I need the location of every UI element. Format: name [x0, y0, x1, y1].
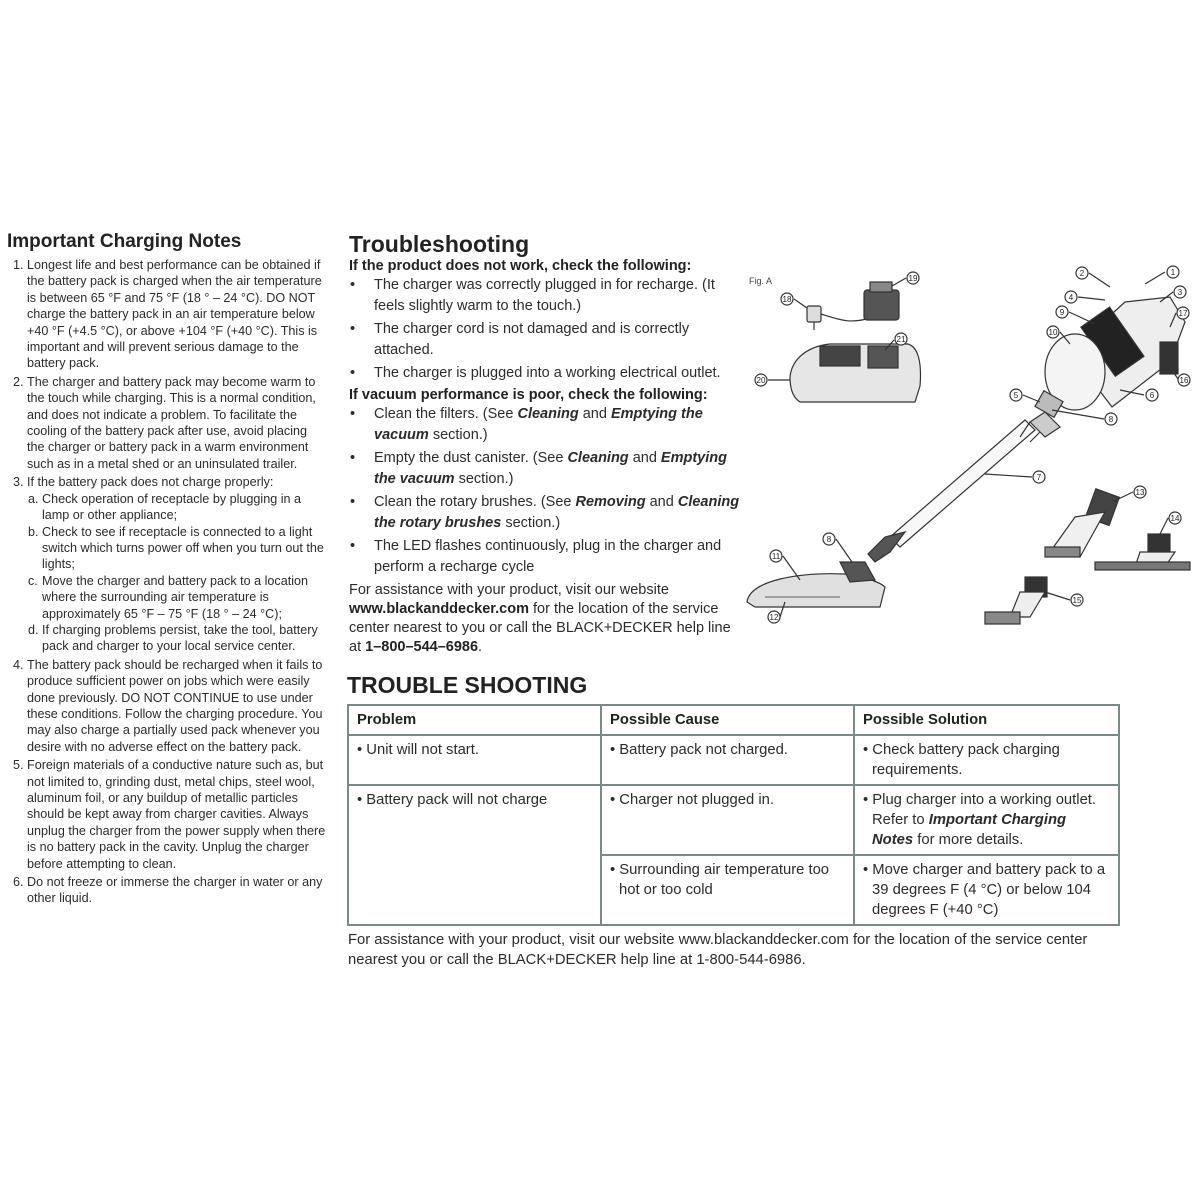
list-item: 1. Longest life and best performance can be obtained if the battery pack is charged when the air temperature is between 65 °F and 75 °F (18 ° – 24 °C). DO NOT charge the battery pack in an air temperature below +40 °F (+4.5 °C), or above +104 °F (+40 °C). This is important and will prevent serious damage to the battery pack.	[13, 258, 322, 371]
svg-text:5: 5	[1013, 391, 1019, 400]
subnote-text: Move the charger and battery pack to a location where the surrounding air temperature is approximately 65 °F – 75 °F (18 ° – 24 °C);	[42, 573, 309, 621]
list-item: • Clean the rotary brushes. (See Removing and Cleaning the rotary brushes section.)	[350, 494, 740, 531]
callout-18	[781, 293, 807, 308]
callout-8a	[1052, 410, 1117, 425]
header-solution: Possible Solution	[854, 705, 1119, 735]
vacuum-parts-diagram	[740, 262, 1195, 647]
note-text: Do not freeze or immerse the charger in water or any other liquid.	[27, 875, 323, 906]
callout-13	[1112, 486, 1146, 502]
svg-text:2: 2	[1079, 269, 1085, 278]
list-item: • Empty the dust canister. (See Cleaning and Emptying the vacuum section.)	[350, 450, 727, 487]
accessory-crevice-drawing	[1045, 489, 1119, 557]
svg-text:15: 15	[1072, 596, 1082, 605]
list-item: 6. Do not freeze or immerse the charger in water or any other liquid.	[13, 875, 323, 906]
svg-text:16: 16	[1179, 376, 1189, 385]
callout-2	[1076, 267, 1110, 287]
list-item: a. Check operation of receptacle by plugging in a lamp or other appliance;	[28, 491, 302, 523]
note-text: Foreign materials of a conductive nature such as, but not limited to, grinding dust, metal chips, steel wool, aluminum foil, or any buildup of metallic particles should be kept away from charger cavities. Always unplug the charger from the power supply when there is no battery pack in the cavity. Unplug the charger before attempting to clean.	[27, 758, 326, 871]
svg-text:3: 3	[1177, 288, 1183, 297]
table-header-row	[348, 705, 1119, 735]
svg-text:18: 18	[782, 295, 792, 304]
callout-3	[1160, 286, 1186, 302]
trouble-table	[347, 704, 1120, 926]
list-item: d. If charging problems persist, take the tool, battery pack and charger to your local service center.	[28, 622, 318, 654]
svg-text:9: 9	[1059, 308, 1065, 317]
diagram-svg	[740, 262, 1195, 647]
svg-text:21: 21	[896, 335, 906, 344]
callout-7	[985, 471, 1045, 483]
list-item: 3. If the battery pack does not charge properly: a. Check operation of receptacle by plugging in a lamp or other appliance; b. Check to see if receptacle is connected to a light switch which turns power off when you turn out the lights; c. Move the charger and battery pack to a location where the surrounding air temperature is approximately 65 °F – 75 °F (18 ° – 24 °C); d. If charging problems persist, take the tool, battery pack and charger to your local service center.	[7, 474, 327, 654]
website-link[interactable]: www.blackanddecker.com	[349, 601, 529, 617]
section2-list	[349, 404, 741, 578]
svg-text:20: 20	[756, 376, 766, 385]
section1-list	[349, 275, 741, 384]
list-item: c. Move the charger and battery pack to a location where the surrounding air temperature is approximately 65 °F – 75 °F (18 ° – 24 °C);	[28, 573, 309, 621]
subnote-text: If charging problems persist, take the tool, battery pack and charger to your local service center.	[42, 622, 318, 654]
cell-cause: • Battery pack not charged.	[601, 735, 854, 785]
cell-problem: • Battery pack will not charge	[348, 785, 601, 925]
accessory-brush-drawing	[985, 577, 1047, 624]
charging-notes-title: Important Charging Notes	[7, 231, 242, 252]
list-item: • The LED flashes continuously, plug in the charger and perform a recharge cycle	[350, 538, 722, 575]
callout-19	[892, 272, 919, 286]
assistance-text: For assistance with your product, visit our website www.blackanddecker.com for the location of the service center nearest to you or call the BLACK+DECKER help line at 1–800–544–6986.	[349, 582, 731, 655]
svg-text:10: 10	[1048, 328, 1058, 337]
svg-text:19: 19	[908, 274, 918, 283]
subnote-text: Check operation of receptacle by plugging in a lamp or other appliance;	[42, 491, 302, 523]
section2-heading: If vacuum performance is poor, check the following:	[349, 387, 708, 403]
note-text: The charger and battery pack may become warm to the touch while charging. This is a normal condition, and does not indicate a problem. To facilitate the cooling of the battery pack after use, avoid placing the charger or battery pack in a warm environment such as in a metal shed or an uninsulated trailer.	[27, 374, 316, 471]
svg-text:12: 12	[769, 613, 779, 622]
list-item: • Clean the filters. (See Cleaning and Emptying the vacuum section.)	[350, 406, 703, 443]
svg-text:13: 13	[1135, 488, 1145, 497]
cell-problem: • Unit will not start.	[348, 735, 601, 785]
cell-cause: • Surrounding air temperature too hot or too cold	[601, 855, 854, 925]
help-phone: 1–800–544–6986	[365, 639, 479, 655]
cell-solution: • Plug charger into a working outlet. Refer to Important Charging Notes for more details.	[854, 785, 1119, 855]
svg-text:14: 14	[1170, 514, 1180, 523]
svg-text:1: 1	[1170, 268, 1176, 277]
charger-plug-drawing	[807, 282, 899, 330]
callout-14	[1160, 512, 1181, 534]
cell-cause: • Charger not plugged in.	[601, 785, 854, 855]
svg-text:17: 17	[1178, 309, 1188, 318]
header-cause: Possible Cause	[601, 705, 854, 735]
svg-text:4: 4	[1068, 293, 1074, 302]
svg-text:8: 8	[1108, 415, 1114, 424]
charging-subnotes-list	[27, 491, 327, 655]
footer-assistance: For assistance with your product, visit our website www.blackanddecker.com for the location of the service center nearest you or call the BLACK+DECKER help line at 1-800-544-6986.	[348, 932, 1088, 968]
cell-solution: • Move charger and battery pack to a 39 degrees F (4 °C) or below 104 degrees F (+40 °C)	[854, 855, 1119, 925]
callout-15	[1045, 592, 1083, 606]
trouble-shooting-table-section	[347, 672, 1122, 926]
subnote-text: Check to see if receptacle is connected to a light switch which turns power off when you turn out the lights;	[42, 524, 324, 572]
table-title: TROUBLE SHOOTING	[347, 672, 588, 698]
charging-notes-section	[7, 231, 327, 909]
list-item: 5. Foreign materials of a conductive nature such as, but not limited to, grinding dust, metal chips, steel wool, aluminum foil, or any buildup of metallic particles should be kept away from charger cavities. Always unplug the charger from the power supply when there is no battery pack in the cavity. Unplug the charger before attempting to clean.	[13, 758, 326, 871]
wand-drawing	[868, 420, 1040, 562]
accessory-upholstery-drawing	[1095, 534, 1190, 570]
callout-20	[755, 374, 790, 386]
section1-heading: If the product does not work, check the following:	[349, 258, 692, 274]
list-item: • The charger cord is not damaged and is correctly attached.	[350, 321, 690, 358]
svg-text:8: 8	[826, 535, 832, 544]
note-text: Longest life and best performance can be obtained if the battery pack is charged when the air temperature is between 65 °F and 75 °F (18 ° – 24 °C). DO NOT charge the battery pack in an air temperature below +40 °F (+4.5 °C), or above +104 °F (+40 °C). This is important and will prevent serious damage to the battery pack.	[27, 258, 322, 371]
callout-9	[1056, 306, 1095, 324]
callout-8b	[823, 533, 852, 562]
note-text: The battery pack should be recharged when it fails to produce sufficient power on jobs which were easily done previously. DO NOT CONTINUE to use under these conditions. Follow the charging procedure. You may also charge a partially used pack whenever you desire with no adverse effect on the battery pack.	[27, 657, 323, 754]
troubleshooting-title: Troubleshooting	[349, 231, 530, 257]
callout-5	[1010, 389, 1040, 402]
table-row	[348, 735, 1119, 785]
troubleshooting-section	[349, 231, 741, 657]
list-item: • The charger is plugged into a working electrical outlet.	[350, 365, 721, 381]
svg-text:6: 6	[1149, 391, 1155, 400]
cell-solution: • Check battery pack charging requirements.	[854, 735, 1119, 785]
callout-1	[1145, 266, 1179, 284]
list-item: b. Check to see if receptacle is connected to a light switch which turns power off when you turn out the lights;	[28, 524, 324, 572]
list-item: 4. The battery pack should be recharged when it fails to produce sufficient power on jobs which were easily done previously. DO NOT CONTINUE to use under these conditions. Follow the charging procedure. You may also charge a partially used pack whenever you desire with no adverse effect on the battery pack.	[13, 657, 323, 754]
floor-head-drawing	[747, 562, 885, 607]
figure-label: Fig. A	[749, 276, 773, 286]
table-row	[348, 785, 1119, 855]
callout-4	[1065, 291, 1105, 303]
charger-base-drawing	[790, 344, 921, 402]
svg-text:11: 11	[771, 552, 781, 561]
list-item: 2. The charger and battery pack may become warm to the touch while charging. This is a normal condition, and does not indicate a problem. To facilitate the cooling of the battery pack after use, avoid placing the charger or battery pack in a warm environment such as in a metal shed or an uninsulated trailer.	[13, 374, 316, 471]
svg-text:7: 7	[1036, 473, 1042, 482]
note-text: If the battery pack does not charge properly:	[27, 475, 274, 490]
charging-notes-list	[7, 257, 327, 907]
header-problem: Problem	[348, 705, 601, 735]
list-item: • The charger was correctly plugged in for recharge. (It feels slightly warm to the touch.)	[350, 277, 715, 314]
